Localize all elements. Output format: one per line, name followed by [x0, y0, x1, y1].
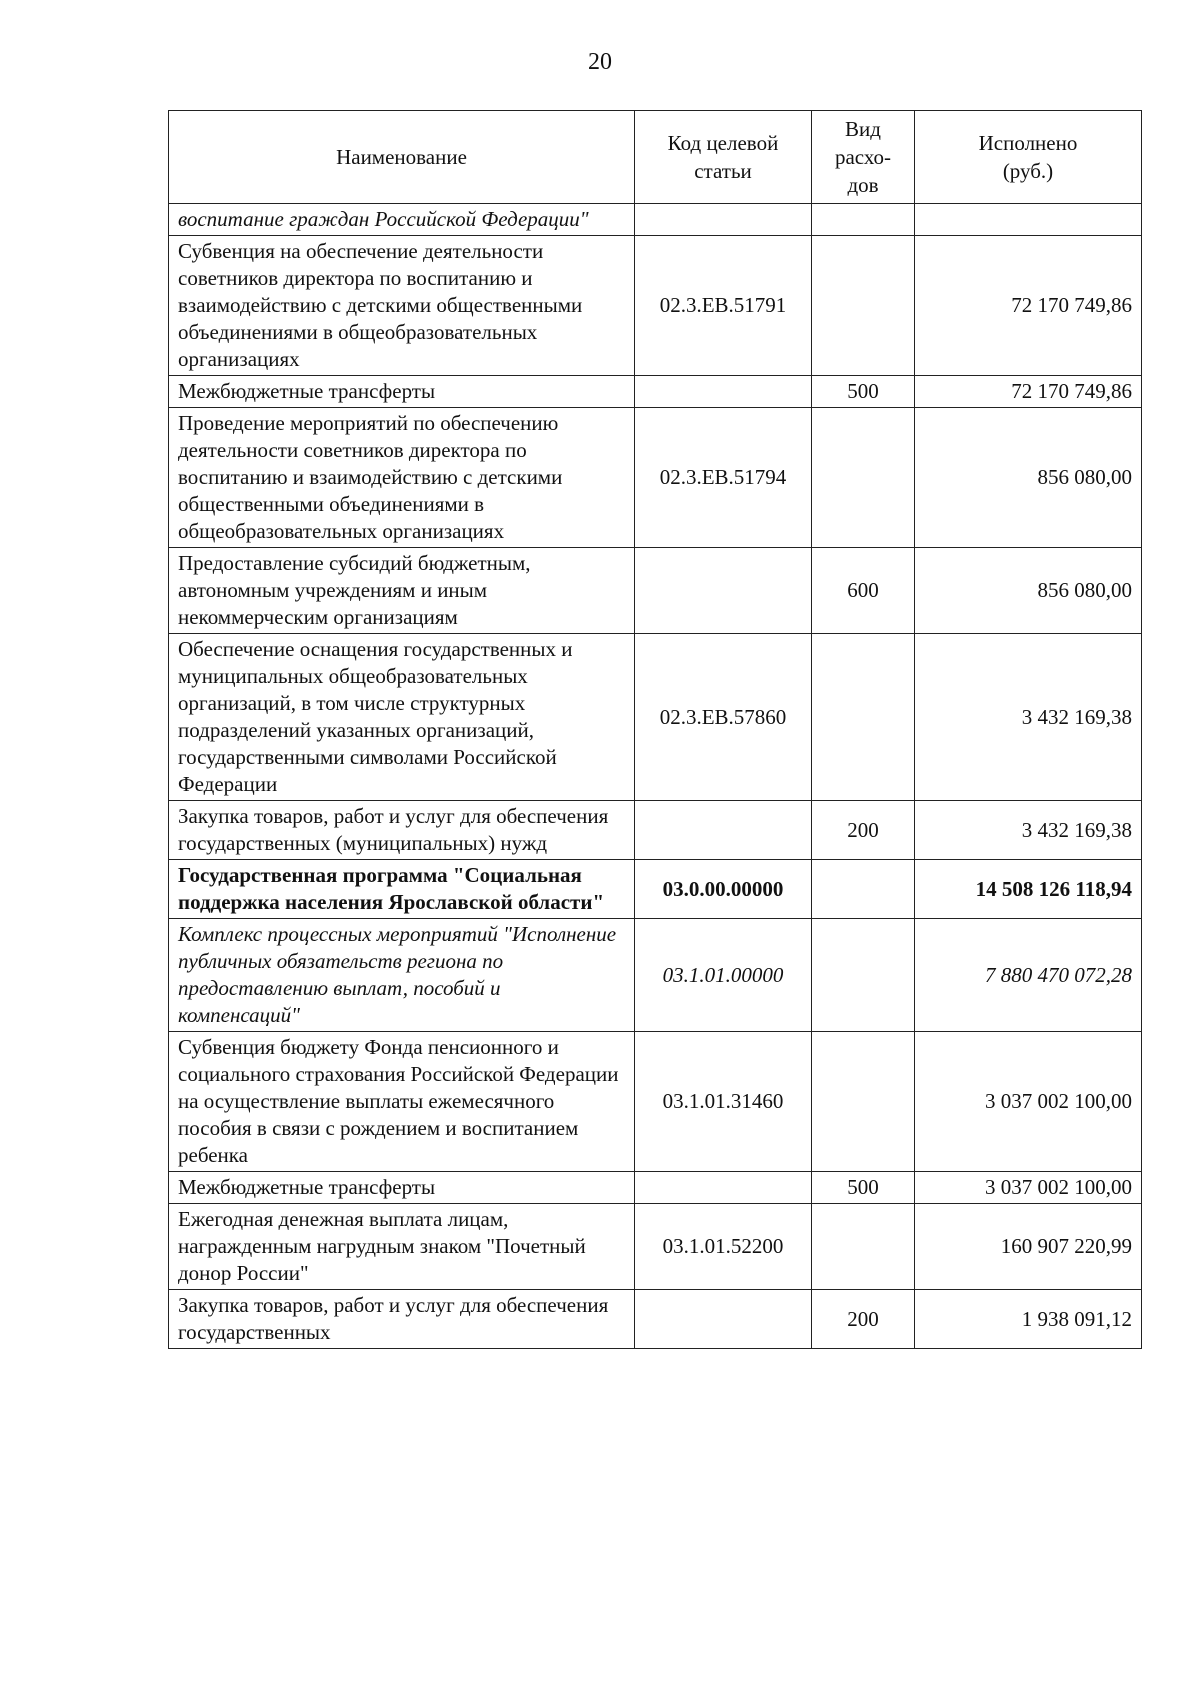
cell-code — [635, 204, 812, 236]
header-name — [169, 111, 635, 204]
table-header-row — [169, 111, 1142, 204]
cell-amount: 72 170 749,86 — [915, 236, 1142, 376]
cell-kind: 200 — [812, 1290, 915, 1349]
cell-kind — [812, 204, 915, 236]
cell-name: Государственная программа "Социальная поддержка населения Ярославской области" — [169, 860, 635, 919]
cell-amount: 3 037 002 100,00 — [915, 1032, 1142, 1172]
cell-code: 03.0.00.00000 — [635, 860, 812, 919]
cell-code: 02.3.EB.51791 — [635, 236, 812, 376]
cell-code: 03.1.01.31460 — [635, 1032, 812, 1172]
cell-name: Предоставление субсидий бюджетным, автономным учреждениям и иным некоммерческим организациям — [169, 548, 635, 634]
cell-code — [635, 376, 812, 408]
page-number: 20 — [588, 49, 612, 75]
table-row — [169, 1290, 1142, 1349]
cell-code — [635, 1290, 812, 1349]
header-code-line1: Код целевой — [667, 131, 779, 155]
cell-kind — [812, 1204, 915, 1290]
cell-amount: 3 432 169,38 — [915, 801, 1142, 860]
cell-amount: 856 080,00 — [915, 548, 1142, 634]
cell-kind: 600 — [812, 548, 915, 634]
table-row — [169, 860, 1142, 919]
cell-kind — [812, 634, 915, 801]
cell-amount: 7 880 470 072,28 — [915, 919, 1142, 1032]
header-amount-line1: Исполнено — [978, 131, 1078, 155]
cell-name: Субвенция на обеспечение деятельности советников директора по воспитанию и взаимодействию с детскими общественными объединениями в общеобразовательных организациях — [169, 236, 635, 376]
table-body — [169, 204, 1142, 1349]
cell-kind — [812, 236, 915, 376]
cell-name: Обеспечение оснащения государственных и муниципальных общеобразовательных организаций, в том числе структурных подразделений указанных организаций, государственными символами Российской Федерации — [169, 634, 635, 801]
header-amount — [915, 111, 1142, 204]
cell-amount: 160 907 220,99 — [915, 1204, 1142, 1290]
header-kind — [812, 111, 915, 204]
cell-code: 03.1.01.52200 — [635, 1204, 812, 1290]
table-row — [169, 204, 1142, 236]
cell-code: 02.3.EB.51794 — [635, 408, 812, 548]
budget-execution-table — [168, 110, 1142, 1349]
cell-code — [635, 1172, 812, 1204]
header-code-line2: статьи — [694, 159, 752, 183]
cell-amount: 3 432 169,38 — [915, 634, 1142, 801]
cell-code — [635, 801, 812, 860]
cell-amount: 3 037 002 100,00 — [915, 1172, 1142, 1204]
cell-name: Закупка товаров, работ и услуг для обеспечения государственных — [169, 1290, 635, 1349]
cell-kind — [812, 1032, 915, 1172]
cell-name: Межбюджетные трансферты — [169, 1172, 635, 1204]
table-row — [169, 1172, 1142, 1204]
header-amount-line2: (руб.) — [1002, 159, 1054, 183]
cell-name: Комплекс процессных мероприятий "Исполнение публичных обязательств региона по предоставлению выплат, пособий и компенсаций" — [169, 919, 635, 1032]
table-row — [169, 634, 1142, 801]
cell-code: 03.1.01.00000 — [635, 919, 812, 1032]
table-row — [169, 1032, 1142, 1172]
table-row — [169, 408, 1142, 548]
cell-kind: 500 — [812, 1172, 915, 1204]
header-name-label: Наименование — [336, 145, 467, 169]
cell-name: Межбюджетные трансферты — [169, 376, 635, 408]
cell-kind: 500 — [812, 376, 915, 408]
cell-kind: 200 — [812, 801, 915, 860]
cell-kind — [812, 860, 915, 919]
table-row — [169, 548, 1142, 634]
table-row — [169, 801, 1142, 860]
cell-name: воспитание граждан Российской Федерации" — [169, 204, 635, 236]
cell-name: Ежегодная денежная выплата лицам, награжденным нагрудным знаком "Почетный донор России" — [169, 1204, 635, 1290]
table-row — [169, 236, 1142, 376]
header-kind-line2: расхо- — [834, 145, 892, 169]
header-kind-line3: дов — [847, 173, 879, 197]
cell-amount: 72 170 749,86 — [915, 376, 1142, 408]
cell-amount: 14 508 126 118,94 — [915, 860, 1142, 919]
cell-kind — [812, 408, 915, 548]
cell-code: 02.3.EB.57860 — [635, 634, 812, 801]
header-code — [635, 111, 812, 204]
cell-amount: 1 938 091,12 — [915, 1290, 1142, 1349]
cell-amount: 856 080,00 — [915, 408, 1142, 548]
table-row — [169, 919, 1142, 1032]
cell-name: Закупка товаров, работ и услуг для обеспечения государственных (муниципальных) нужд — [169, 801, 635, 860]
cell-name: Проведение мероприятий по обеспечению деятельности советников директора по воспитанию и взаимодействию с детскими общественными объединениями в общеобразовательных организациях — [169, 408, 635, 548]
cell-name: Субвенция бюджету Фонда пенсионного и социального страхования Российской Федерации на осуществление выплаты ежемесячного пособия в связи с рождением и воспитанием ребенка — [169, 1032, 635, 1172]
header-kind-line1: Вид — [845, 117, 881, 141]
table-row — [169, 1204, 1142, 1290]
cell-amount — [915, 204, 1142, 236]
cell-code — [635, 548, 812, 634]
cell-kind — [812, 919, 915, 1032]
table-row — [169, 376, 1142, 408]
